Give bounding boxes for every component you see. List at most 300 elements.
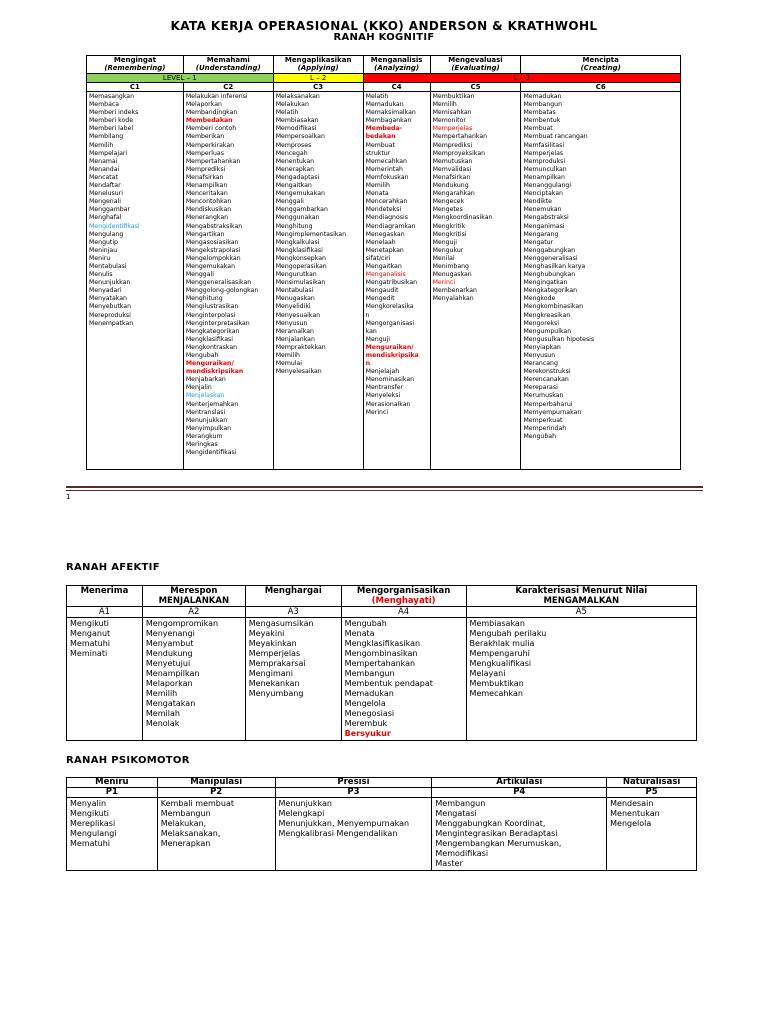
psikomotor-header-p3: Presisi [275,778,432,788]
list-item: Mengadaptasi [275,173,320,181]
list-item: Menginterpolasi [185,311,236,319]
code-p3: P3 [275,788,432,798]
list-item: Mengorganisasi kan [365,319,415,335]
kognitif-header-c4: Menganalisis (Analyzing) [363,56,430,74]
list-item: Mempengaruhi [469,649,530,658]
list-item: Mengemukakan [275,190,325,198]
list-item: Memonitor [432,117,466,125]
list-item: Menegaskan [365,230,405,238]
list-item: Memfasilitasi [523,141,565,149]
list-item: Meyakinkan [248,639,297,648]
list-item: Menyiapkan [523,343,561,351]
list-item: Mengklasifikasi [275,246,323,254]
list-item: Membaca [89,101,120,109]
list-item: Menampilkan [523,173,565,181]
list-item: Mengubah [344,619,387,628]
list-item: Mengusulkan hipotesis [523,335,595,343]
list-item: Memadukan [365,101,404,109]
list-item: Memperkirakan [185,141,235,149]
list-item: Menggolong-golongkan [185,287,259,295]
list-item: Membedakan [185,117,233,125]
list-item: Mempertahankan [432,133,488,141]
list-item: Mengabstraksikan [185,222,243,230]
list-item: Menetapkan sifat/ciri [365,246,404,262]
list-item: Mengkoordinasikan [432,214,493,222]
list-item: Mengimani [248,669,293,678]
list-item: Menerangkan [185,214,229,222]
list-item: Mengarang [523,230,559,238]
afektif-header-a4: Mengorganisasikan (Menghayati) [341,586,466,607]
list-item: Memperkuat [523,416,563,424]
afektif-header-a1: Menerima [67,586,143,607]
list-item: Menggambarkan [275,206,328,214]
list-item: Menata [344,629,375,638]
list-item: Mendesain [610,799,654,808]
afektif-header-a3: Menghargai [245,586,341,607]
page-divider-thin [66,490,703,491]
list-item: Menggunakan [275,214,320,222]
list-item: Melakukan inferensi [185,93,248,100]
code-c5: C5 [430,83,521,92]
list-item: Mengulangi [70,829,117,838]
list-item: Menghubungkan [523,271,576,279]
list-item: Mengartikan [185,230,225,238]
kognitif-header-c3: Mengaplikasikan (Applying) [273,56,363,74]
afektif-title: RANAH AFEKTIF [66,562,160,573]
list-item: Kembali membuat [160,799,234,808]
list-item: Memilah [145,709,180,718]
list-item: Melaporkan [185,101,222,109]
list-item: Menyusun [523,352,556,359]
list-item: Mengekstrapolasi [185,246,241,254]
list-item: Memasangkan [89,93,135,100]
list-item: Membuat struktur [365,141,395,157]
list-item: Memperjelas [248,649,301,658]
list-item: Mencatat [89,173,118,181]
list-item: Menghasilkan karya [523,262,586,270]
list-item: Mengatakan [145,699,196,708]
code-c6: C6 [521,83,681,92]
list-item: Merangkum [185,432,223,440]
list-item: Mengasosiasikan [185,238,239,246]
list-item: Memperjelas [523,149,564,157]
list-item: Memutuskan [432,157,473,165]
list-item: Membuat [523,125,553,133]
list-item: Mengelompokkan [185,254,241,262]
psikomotor-header-p2: Manipulasi [157,778,275,788]
list-item: Memodifikasi [435,849,489,858]
list-item: Mematuhi [70,639,111,648]
list-item: Mempertahankan [185,157,241,165]
list-item: Memunculkan [523,165,567,173]
list-item: Memerintah [365,165,403,173]
list-item: Menilai [432,254,455,262]
list-item: Mengingatkan [523,279,568,287]
list-item: Membagankan [365,117,412,125]
list-item: Mengabstraksi [523,214,569,222]
list-item: Meramalkan [275,327,314,335]
list-item: Memadukan [344,689,394,698]
list-item: Menanggulangi [523,182,572,190]
list-item: Mendiagnosis [365,214,408,222]
list-item: Merinci [432,279,456,287]
list-item: Mengompromikan [145,619,219,628]
code-c3: C3 [273,83,363,92]
list-item: Mengenali [89,198,121,206]
list-item: Menyetujui [145,659,191,668]
list-item: Memberi indeks [89,109,139,117]
list-item: Mengubah perilaku [469,629,547,638]
list-item: Menampilkan [145,669,200,678]
afektif-list-a1 [67,618,143,741]
list-item: Mempersoalkan [275,133,325,141]
list-item: Melakukan [275,101,309,109]
list-item: Mengatribusikan [365,279,418,287]
list-item: Menunjukkan [278,799,332,808]
psikomotor-list-p5 [607,798,697,871]
kognitif-header-c1: Mengingat (Remembering) [87,56,184,74]
list-item: Menghafal [89,214,122,222]
list-item: Membiasakan [469,619,525,628]
list-item: Memfokuskan [365,173,409,181]
list-item: Mengintegrasikan Beradaptasi [435,829,558,838]
list-item: Menyumbang [248,689,304,698]
list-item: Menimbang [432,262,469,270]
list-item: Mengkalkulasi [275,238,320,246]
list-item: Mengelola [344,699,386,708]
list-item: Menterjemahkan [185,400,239,408]
list-item: Memprediksi [432,141,473,149]
list-item: Membuat rancangan [523,133,588,141]
psikomotor-table [66,777,697,871]
list-item: Mengkorelasika n [365,303,414,319]
afektif-table [66,585,697,741]
list-item: Menyambut [145,639,194,648]
list-item: Membilang [89,133,124,141]
list-item: Mendaftar [89,182,121,190]
list-item: Menguji [432,238,457,246]
list-item: Menemukan [523,206,562,214]
psikomotor-list-p3 [275,798,432,871]
list-item: Menganut [70,629,111,638]
list-item: Mengidentifikasi [89,222,140,230]
list-item: Membangun [435,799,486,808]
list-item: Memberi label [89,125,134,133]
list-item: Mengkombinasikan [523,303,584,311]
list-item: Menyelidiki [275,303,311,311]
list-item: Mengikuti [70,619,110,628]
list-item: Mengkalibrasi Mengendalikan [278,829,398,838]
list-item: Membiasakan [275,117,319,125]
list-item: Menerapkan [160,839,211,848]
list-item: Meminati [70,649,108,658]
list-item: Menganimasi [523,222,565,230]
list-item: Menyimpulkan [185,424,232,432]
afektif-list-a2 [142,618,245,741]
list-item: Menelusuri [89,190,123,198]
list-item: Mengemukakan [185,262,236,270]
list-item: Mengembangkan Merumuskan, [435,839,562,848]
list-item: Menempatkan [89,319,134,327]
list-item: Menyesuaikan [275,311,321,319]
list-item: Mendeteksi [365,206,402,214]
list-item: Memilih [145,689,178,698]
afektif-header-a5: Karakterisasi Menurut Nilai MENGAMALKAN [466,586,696,607]
list-item: Membangun [160,809,211,818]
list-item: Mengklasifikasi [185,335,233,343]
list-item: Menjalankan [275,335,315,343]
list-item: Menciptakan [523,190,563,198]
list-item: Mengkonsepkan [275,254,326,262]
list-item: Mengetes [432,206,463,214]
list-item: Meyakini [248,629,285,638]
list-item: Menggali [275,198,304,206]
list-item: Mengaitkan [365,262,402,270]
list-item: Mengelola [610,819,652,828]
list-item: Melaksanakan, [160,829,221,838]
list-item: Menghitung [185,295,223,303]
list-item: Mengukur [432,246,464,254]
list-item: Mengarahkan [432,190,475,198]
list-item: Mengkategorikan [185,327,240,335]
list-item: Menjabarkan [185,376,226,384]
list-item: Melatih [275,109,299,117]
code-p2: P2 [157,788,275,798]
kognitif-header-c5: Mengevaluasi (Evaluating) [430,56,521,74]
code-a3: A3 [245,607,341,618]
list-item: Menyebutkan [89,303,131,311]
list-item: Menominasikan [365,376,415,384]
list-item: Mengatur [523,238,554,246]
list-item: Berakhlak mulia [469,639,535,648]
list-item: Memprediksi [185,165,226,173]
kognitif-list-c3 [273,92,363,470]
list-item: Memprakarsai [248,659,306,668]
list-item: Mengkritisi [432,230,467,238]
afektif-list-a4 [341,618,466,741]
list-item: Mengutip [89,238,118,246]
list-item: Menelaah [365,238,396,246]
list-item: Memisahkan [432,109,472,117]
list-item: Mengilustrasikan [185,303,239,311]
psikomotor-header-p4: Artikulasi [432,778,607,788]
list-item: Mengaudit [365,287,399,295]
list-item: Menghitung [275,222,313,230]
list-item: Membandingkan [185,109,238,117]
list-item: Membuktikan [432,93,475,100]
kognitif-list-c2 [183,92,273,470]
list-item: Menentukan [610,809,660,818]
list-item: Menampilkan [185,182,228,190]
list-item: Melakukan, [160,819,207,828]
list-item: Memperindah [523,424,567,432]
list-item: Mengkontraskan [185,343,238,351]
psikomotor-list-p4 [432,798,607,871]
code-c4: C4 [363,83,430,92]
list-item: Mengoreksi [523,319,559,327]
list-item: Menggambar [89,206,131,214]
list-item: Membeda- bedakan [365,125,403,141]
list-item: Menyusun [275,319,308,327]
list-item: Mentranslasi [185,408,226,416]
list-item: Menggabungkan Koordinat, [435,819,546,828]
list-item: Melengkapi [278,809,325,818]
list-item: Memproyeksikan [432,149,486,157]
list-item: Mengombinasikan [344,649,418,658]
list-item: Mengedit [365,295,395,303]
list-item: Menguji [365,335,390,343]
list-item: Mengidentifikasi [185,449,237,457]
page-number: 1 [66,493,71,501]
code-a2: A2 [142,607,245,618]
psikomotor-header-p1: Meniru [67,778,158,788]
list-item: Membuktikan [469,679,524,688]
kognitif-header-c2: Memahami (Understanding) [183,56,273,74]
list-item: Mengubah [523,432,556,440]
list-item: Merembuk [344,719,388,728]
list-item: Meringkas [185,441,218,449]
list-item: Menjelajah [365,368,400,376]
list-item: Merekonstruksi [523,368,571,376]
kognitif-subtitle: RANAH KOGNITIF [333,32,435,43]
list-item: Membentuk [523,117,561,125]
list-item: Merasionalkan [365,400,411,408]
list-item: Menyatakan [89,295,127,303]
code-p1: P1 [67,788,158,798]
list-item: Mengoperasikan [275,262,327,270]
list-item: Menyalahkan [432,295,474,303]
kognitif-list-c4 [363,92,430,470]
list-item: Mengkode [523,295,556,303]
list-item: Memadukan [523,93,562,100]
list-item: Mentabulasi [275,287,314,295]
list-item: Mencerahkan [365,198,408,206]
kognitif-list-c5 [430,92,521,470]
code-a5: A5 [466,607,696,618]
afektif-header-a2: Merespon MENJALANKAN [142,586,245,607]
list-item: Memilih [432,101,457,109]
code-c1: C1 [87,83,184,92]
afektif-list-a5 [466,618,696,741]
list-item: Mengatasi [435,809,477,818]
list-item: Menafsirkan [432,173,471,181]
list-item: Mengumpulkan [523,327,572,335]
list-item: Mempraktekkan [275,343,326,351]
list-item: Memberi kode [89,117,134,125]
list-item: Memproduksi [523,157,566,165]
list-item: Mendukung [432,182,469,190]
list-item: Mentabulasi [89,262,127,270]
list-item: Menerapkan [275,165,315,173]
list-item: Melaksanakan [275,93,320,100]
list-item: Menggabungkan [523,246,576,254]
list-item: Melaporkan [145,679,193,688]
list-item: Mereparasi [523,384,558,392]
list-item: Menganalisis [365,271,406,279]
psikomotor-title: RANAH PSIKOMOTOR [66,755,190,766]
code-a1: A1 [67,607,143,618]
list-item: Mengkualifikasi [469,659,532,668]
list-item: Menentukan [275,157,315,165]
list-item: Menandai [89,165,120,173]
list-item: Melayani [469,669,506,678]
list-item: Mempertahankan [344,659,416,668]
list-item: Menginterpretasikan [185,319,250,327]
list-item: Menunjukkan, Menyempurnakan [278,819,410,828]
list-item: Menggeneralisasi [523,254,578,262]
code-p4: P4 [432,788,607,798]
list-item: Menjalin [185,384,212,392]
list-item: Memecahkan [365,157,407,165]
kognitif-table [86,55,681,470]
list-item: Menggeneralisasikan [185,279,252,287]
list-item: Mentransfer [365,384,404,392]
list-item: Menguraikan/ mendiskripsikan [185,360,244,376]
list-item: Memilih [275,352,300,359]
list-item: Menguraikan/ mendiskripsika n [365,343,419,368]
list-item: Mereplikasi [70,819,116,828]
list-item: Master [435,859,463,868]
list-item: Menunjukkan [185,416,228,424]
list-item: Memperbaharui [523,400,573,408]
list-item: Memecahkan [469,689,523,698]
list-item: Mengaitkan [275,182,312,190]
list-item: Membangun [523,101,563,109]
list-item: Merinci [365,408,389,416]
kognitif-list-c1 [87,92,184,470]
list-item: Mengklasifikasikan [344,639,421,648]
list-item: Mencegah [275,149,308,157]
psikomotor-header-p5: Naturalisasi [607,778,697,788]
list-item: Mengulang [89,230,124,238]
list-item: Menamai [89,157,118,165]
list-item: Mengkategorikan [523,287,578,295]
list-item: Mendiagramkan [365,222,416,230]
list-item: Mengurutkan [275,271,317,279]
list-item: Mendikte [523,198,552,206]
list-item: Menyadari [89,287,122,295]
list-item: Menugaskan [275,295,315,303]
list-item: Mengkritik [432,222,466,230]
list-item: Menunjukkan [89,279,131,287]
list-item: Mendukung [145,649,193,658]
list-item: Menyelesaikan [275,368,322,376]
list-item: Mengecek [432,198,465,206]
list-item: Memperluas [185,149,224,157]
list-item: Mematuhi [70,839,111,848]
list-item: Menggali [185,271,214,279]
level-1-band: LEVEL – 1 [87,74,274,83]
code-a4: A4 [341,607,466,618]
list-item: Menyeleksi [365,392,401,400]
list-item: Membatas [523,109,556,117]
list-item: Merancang [523,360,558,368]
list-item: Bersyukur [344,729,391,738]
list-item: Membentuk pendapat [344,679,433,688]
list-item: Mendiskusikan [185,206,232,214]
list-item: Mensimulasikan [275,279,326,287]
list-item: Memproses [275,141,312,149]
list-item: Menugaskan [432,271,472,279]
page-title: KATA KERJA OPERASIONAL (KKO) ANDERSON & KRATHWOHL [170,19,598,33]
list-item: Menulis [89,271,113,279]
list-item: Memilih [89,141,114,149]
list-item: Mereproduksi [89,311,131,319]
list-item: Menegosiasi [344,709,395,718]
list-item: Membenarkan [432,287,477,295]
list-item: Meniru [89,254,111,262]
list-item: Mengimplementasikan [275,230,347,238]
